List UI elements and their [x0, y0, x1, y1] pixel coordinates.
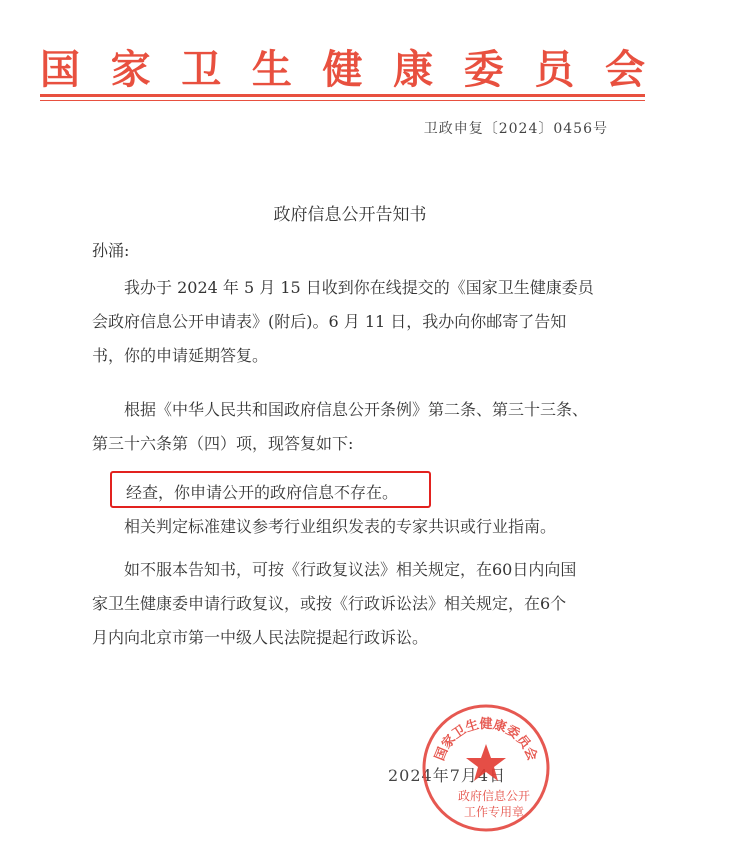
- paragraph-legal-basis: [92, 393, 612, 461]
- document-date: 2024年7月4日: [388, 766, 507, 785]
- paragraph-line: 家卫生健康委申请行政复议，或按《行政诉讼法》相关规定，在6个: [92, 594, 567, 613]
- letterhead-char: 家: [110, 46, 151, 93]
- paragraph-line: 根据《中华人民共和国政府信息公开条例》第二条、第三十三条、: [124, 400, 589, 419]
- letterhead-rule-thick: [40, 94, 645, 97]
- paragraph-receipt: [92, 271, 612, 373]
- paragraph-line: 相关判定标准建议参考行业组织发表的专家共识或行业指南。: [124, 517, 557, 536]
- letterhead: [40, 38, 645, 94]
- document-number: 卫政申复〔2024〕0456号: [423, 121, 608, 137]
- seal-arc-text: 国家卫生健康委员会: [432, 717, 540, 763]
- paragraph-line: 会政府信息公开申请表》(附后)。6 月 11 日，我办向你邮寄了告知: [92, 312, 567, 331]
- letterhead-char: 委: [463, 46, 504, 93]
- finding-statement: 经查，你申请公开的政府信息不存在。: [126, 483, 399, 502]
- paragraph-line: 月内向北京市第一中级人民法院提起行政诉讼。: [92, 628, 429, 647]
- recipient-name: 孙涌:: [92, 241, 130, 260]
- letterhead-char: 生: [251, 46, 292, 93]
- official-seal-icon: [420, 702, 552, 834]
- paragraph-guidance: [92, 510, 612, 544]
- paragraph-line: 如不服本告知书，可按《行政复议法》相关规定，在60日内向国: [124, 560, 577, 579]
- seal-line-2: 工作专用章: [463, 805, 525, 819]
- letterhead-char: 国: [40, 46, 80, 93]
- letterhead-rule-thin: [40, 100, 645, 101]
- paragraph-line: 书，你的申请延期答复。: [92, 346, 269, 365]
- paragraph-line: 第三十六条第（四）项，现答复如下:: [92, 434, 354, 453]
- seal-line-1: 政府信息公开: [457, 789, 531, 803]
- letterhead-char: 康: [393, 46, 434, 93]
- letterhead-char: 卫: [181, 46, 222, 93]
- paragraph-appeal: [92, 553, 612, 655]
- paragraph-line: 我办于 2024 年 5 月 15 日收到你在线提交的《国家卫生健康委员: [124, 278, 594, 297]
- document-title: 政府信息公开告知书: [273, 205, 427, 225]
- letterhead-char: 员: [534, 46, 575, 93]
- letterhead-char: 健: [322, 46, 363, 93]
- letterhead-char: 会: [605, 46, 645, 93]
